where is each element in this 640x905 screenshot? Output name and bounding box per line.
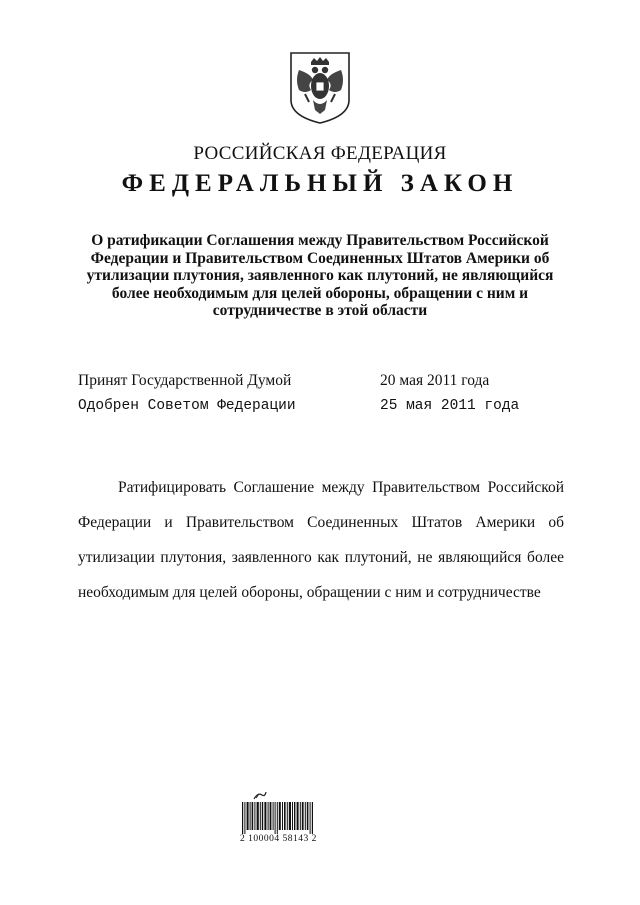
coat-of-arms-icon: [287, 50, 353, 126]
adoption-date-council: 25 мая 2011 года: [380, 398, 520, 414]
adoption-date-duma: 20 мая 2011 года: [380, 372, 490, 389]
law-title: О ратификации Соглашения между Правительством Российской Федерации и Правительством Соединенных Штатов Америки об утилизации плутония, заявленного как плутоний, не являющийся более необходимым для целей обороны, обращении с ним и сотрудничестве в этой области: [86, 232, 554, 319]
adoption-label-council: Одобрен Советом Федерации: [78, 398, 296, 414]
barcode: [240, 790, 320, 852]
adoption-label-duma: Принят Государственной Думой: [78, 372, 292, 389]
document-type-heading: ФЕДЕРАЛЬНЫЙ ЗАКОН: [121, 170, 519, 197]
barcode-icon: [242, 802, 314, 834]
body-paragraph: Ратифицировать Соглашение между Правительством Российской Федерации и Правительством Соединенных Штатов Америки об утилизации плутония, заявленного как плутоний, не являющийся более необходимым для целей обороны, обращении с ним и сотрудничестве: [78, 479, 564, 601]
barcode-number: 2 100004 58143 2: [240, 834, 317, 844]
registration-mark-icon: [253, 790, 267, 800]
country-name: РОССИЙСКАЯ ФЕДЕРАЦИЯ: [193, 143, 447, 164]
